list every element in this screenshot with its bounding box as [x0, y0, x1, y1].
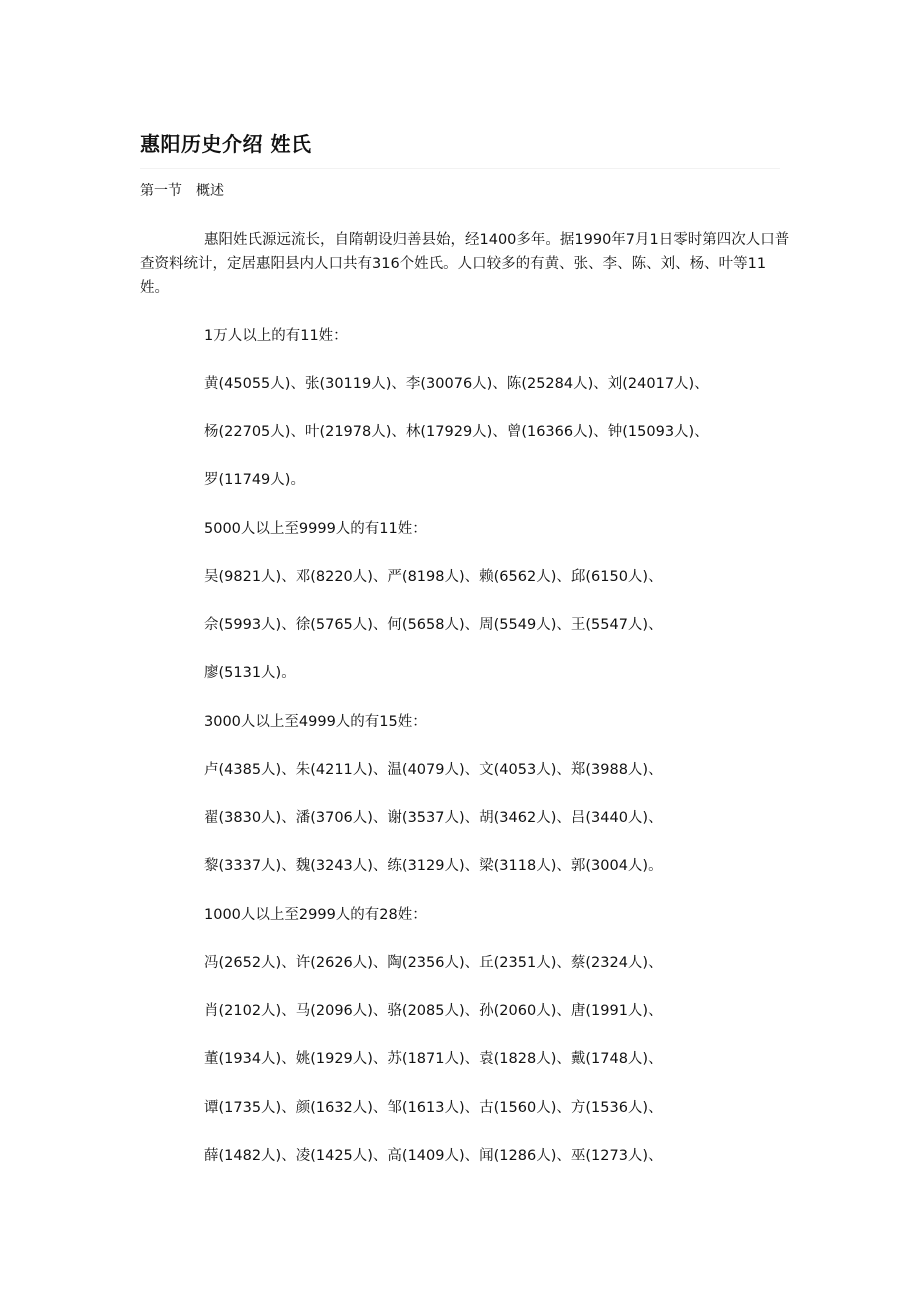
text-line: 肖(2102人)、马(2096人)、骆(2085人)、孙(2060人)、唐(1991人)、: [204, 1003, 663, 1019]
text-line: 冯(2652人)、许(2626人)、陶(2356人)、丘(2351人)、蔡(2324人)、: [204, 955, 663, 971]
text-line: 1000人以上至2999人的有28姓：: [204, 907, 427, 923]
text-line: 翟(3830人)、潘(3706人)、谢(3537人)、胡(3462人)、吕(3440人)、: [204, 810, 663, 826]
page-title: 惠阳历史介绍 姓氏: [140, 132, 312, 156]
text-line: 董(1934人)、姚(1929人)、苏(1871人)、袁(1828人)、戴(1748人)、: [204, 1051, 663, 1067]
intro-paragraph: 惠阳姓氏源远流长，自隋朝设归善县始，经1400多年。据1990年7月1日零时第四次人口普查资料统计，定居惠阳县内人口共有316个姓氏。人口较多的有黄、张、李、陈、刘、杨、叶等11姓。: [140, 232, 790, 296]
text-line: 谭(1735人)、颜(1632人)、邹(1613人)、古(1560人)、方(1536人)、: [204, 1100, 663, 1116]
text-line: 吴(9821人)、邓(8220人)、严(8198人)、赖(6562人)、邱(6150人)、: [204, 569, 663, 585]
text-line: 杨(22705人)、叶(21978人)、林(17929人)、曾(16366人)、钟(15093人)、: [204, 424, 709, 440]
text-line: 5000人以上至9999人的有11姓：: [204, 521, 427, 537]
text-line: 黄(45055人)、张(30119人)、李(30076人)、陈(25284人)、刘(24017人)、: [204, 376, 709, 392]
text-line: 卢(4385人)、朱(4211人)、温(4079人)、文(4053人)、郑(3988人)、: [204, 762, 663, 778]
title-underline: [140, 168, 780, 169]
text-line: 黎(3337人)、魏(3243人)、练(3129人)、梁(3118人)、郭(3004人)。: [204, 858, 663, 874]
text-line: 薛(1482人)、凌(1425人)、高(1409人)、闻(1286人)、巫(1273人)、: [204, 1148, 663, 1164]
section-heading: 第一节 概述: [140, 183, 224, 199]
text-line: 佘(5993人)、徐(5765人)、何(5658人)、周(5549人)、王(5547人)、: [204, 617, 663, 633]
text-line: 罗(11749人)。: [204, 472, 305, 488]
text-line: 3000人以上至4999人的有15姓：: [204, 714, 427, 730]
text-line: 1万人以上的有11姓：: [204, 328, 348, 344]
text-line: 廖(5131人)。: [204, 665, 296, 681]
